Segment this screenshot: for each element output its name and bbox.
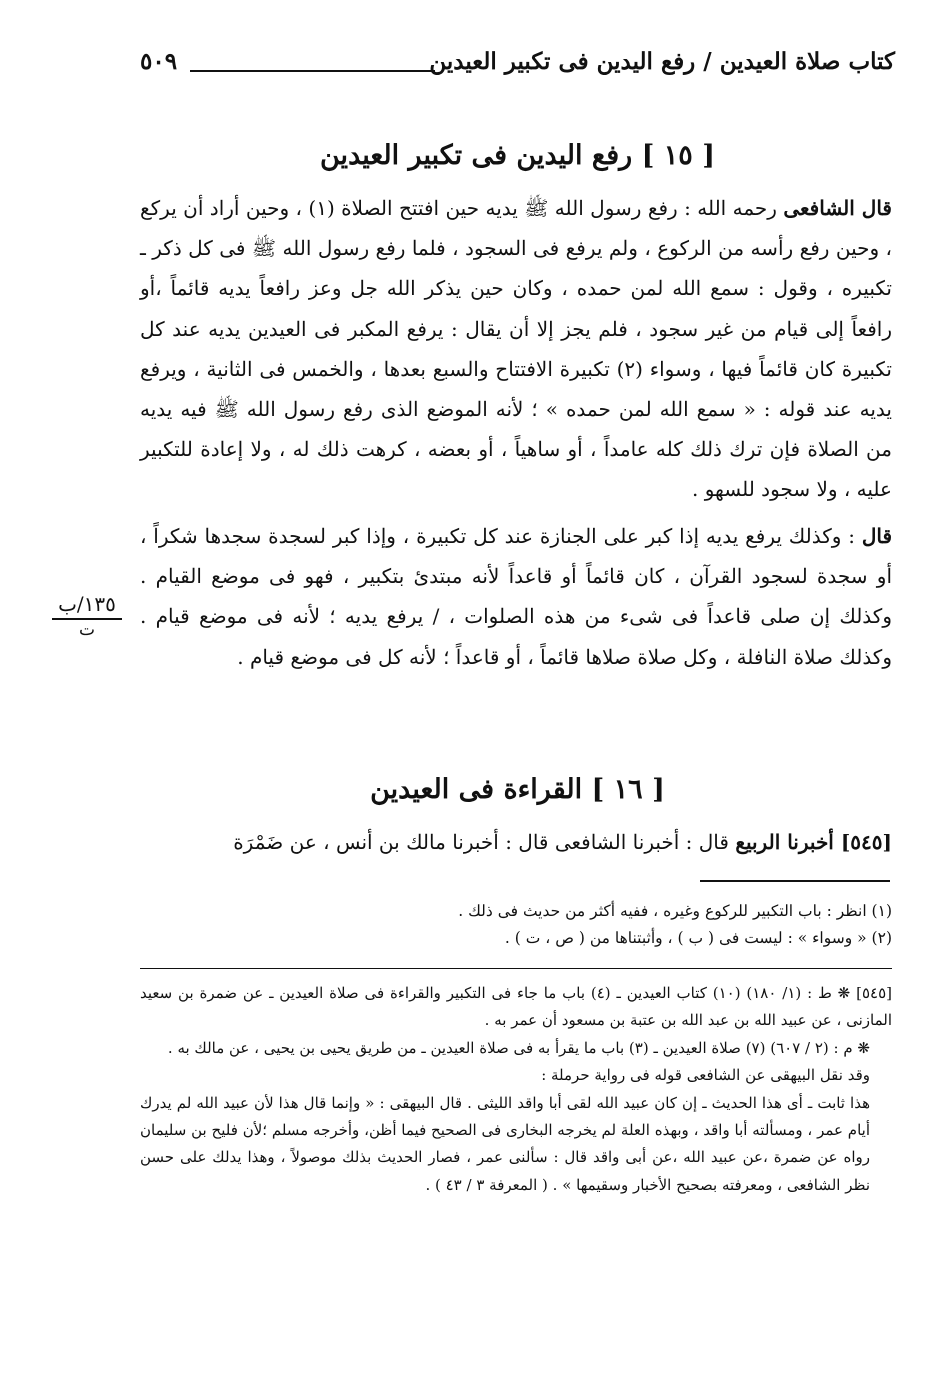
section-15-paragraph-1 [140,188,892,510]
references-rule [140,968,892,969]
paragraph-1-lead: قال الشافعى [783,196,892,220]
footnote-rule [700,880,890,882]
section-16-heading: [ ١٦ ] القراءة فى العيدين [370,774,665,805]
section-16-paragraph [140,822,892,862]
paragraph-2-body: : وكذلك يرفع يديه إذا كبر على الجنازة عند كل تكبيرة ، وإذا كبر لسجدة سجدها شكراً ، أو سجدة لسجود القرآن ، كان قائماً أو قاعداً لأنه مبتدئ بتكبير ، فهو فى موضع القيام . وكذلك إن صلى قاعداً فى شىء من هذه الصلوات ، / يرفع يديه ؛ لأنه فى موضع قيام . وكذلك صلاة النافلة ، وكل صلاة صلاها قائماً ، أو قاعداً ؛ لأنه كل فى موضع قيام . [140,524,892,669]
footnote-1: (١) انظر : باب التكبير للركوع وغيره ، ففيه أكثر من حديث فى ذلك . [458,902,892,920]
paragraph-1-body: رحمه الله : رفع رسول الله ﷺ يديه حين افتتح الصلاة (١) ، وحين أراد أن يركع ، وحين رفع رأسه من الركوع ، ولم يرفع فى السجود ، فلما رفع رسول الله ﷺ فى كل ذكر ـ تكبيره ، وقول : سمع الله لمن حمده ، وكان حين يذكر الله جل وعز رافعاً يديه قائماً ،أو رافعاً إلى قيام من غير سجود ، فلم يجز إلا أن يقال : يرفع المكبر فى العيدين يديه عند كل تكبيرة كان قائماً فيها ، وسواء (٢) تكبيرة الافتتاح والسبع بعدها ، والخمس فى الثانية ، ويرفع يديه عند قوله : « سمع الله لمن حمده » ؛ لأنه الموضع الذى رفع رسول الله ﷺ فيه يديه من الصلاة فإن ترك ذلك كله عامداً ، أو ساهياً ، أو بعضه ، كرهت ذلك له ، ولا إعادة للتكبير عليه ، ولا سجود للسهو . [140,196,892,502]
section-15-heading: [ ١٥ ] رفع اليدين فى تكبير العيدين [320,140,715,171]
bayhaqi-quote: هذا ثابت ـ أى هذا الحديث ـ إن كان عبيد الله لقى أبا واقد الليثى . قال البيهقى : « وإنما قال هذا لأن عبيد الله لم يدرك أيام عمر ، ومسألته أبا واقد ، وبهذه العلة لم يخرجه البخارى فى الصحيح فيما أظن، وأخرجه مسلم ؛لأن فليح بن سليمان رواه عن ضمرة ،عن عبيد الله ،عن أبى واقد قال : سألنى عمر ، فصار الحديث بذلك موصولاً ، وهذا يدلك على حسن نظر الشافعى ، ومعرفته بصحيح الأخبار وسقيمها » . ( المعرفة ٣ / ٤٣ ) . [140,1093,870,1194]
paragraph-2-lead: قال [861,524,892,548]
hadith-number-lead: [٥٤٥] أخبرنا الربيع [735,830,892,854]
takhrij-muwatta: [٥٤٥] ❋ ط : (١/ ١٨٠) (١٠) كتاب العيدين ـ (٤) باب ما جاء فى التكبير والقراءة فى صلاة العيدين ـ عن ضمرة بن سعيد المازنى ، عن عبيد الله بن عبد الله بن عتبة بن مسعود أن عمر به . [140,984,892,1030]
bayhaqi-intro: وقد نقل البيهقى عن الشافعى قوله فى رواية حرملة : [541,1066,870,1085]
takhrij-muslim: ❋ م : (٢ / ٦٠٧) (٧) صلاة العيدين ـ (٣) باب ما يقرأ به فى صلاة العيدين ـ من طريق يحيى بن يحيى ، عن مالك به . [167,1038,870,1057]
header-rule [190,70,435,72]
running-header [140,48,895,84]
folio-ms-sigla: ت [78,620,95,640]
takhrij-notes [140,980,892,1199]
section-15-paragraph-2 [140,516,892,677]
footnote-2: (٢) « وسواء » : ليست فى ( ب ) ، وأثبتناها من ( ص ، ت ) . [504,929,892,947]
page-number: ٥٠٩ [140,48,178,75]
hadith-isnad: قال : أخبرنا الشافعى قال : أخبرنا مالك بن أنس ، عن ضَمْرَة [233,830,736,854]
folio-ref: ١٣٥/ب [52,592,122,620]
running-title: كتاب صلاة العيدين / رفع اليدين فى تكبير العيدين [429,48,895,75]
manuscript-folio-note [52,592,122,640]
